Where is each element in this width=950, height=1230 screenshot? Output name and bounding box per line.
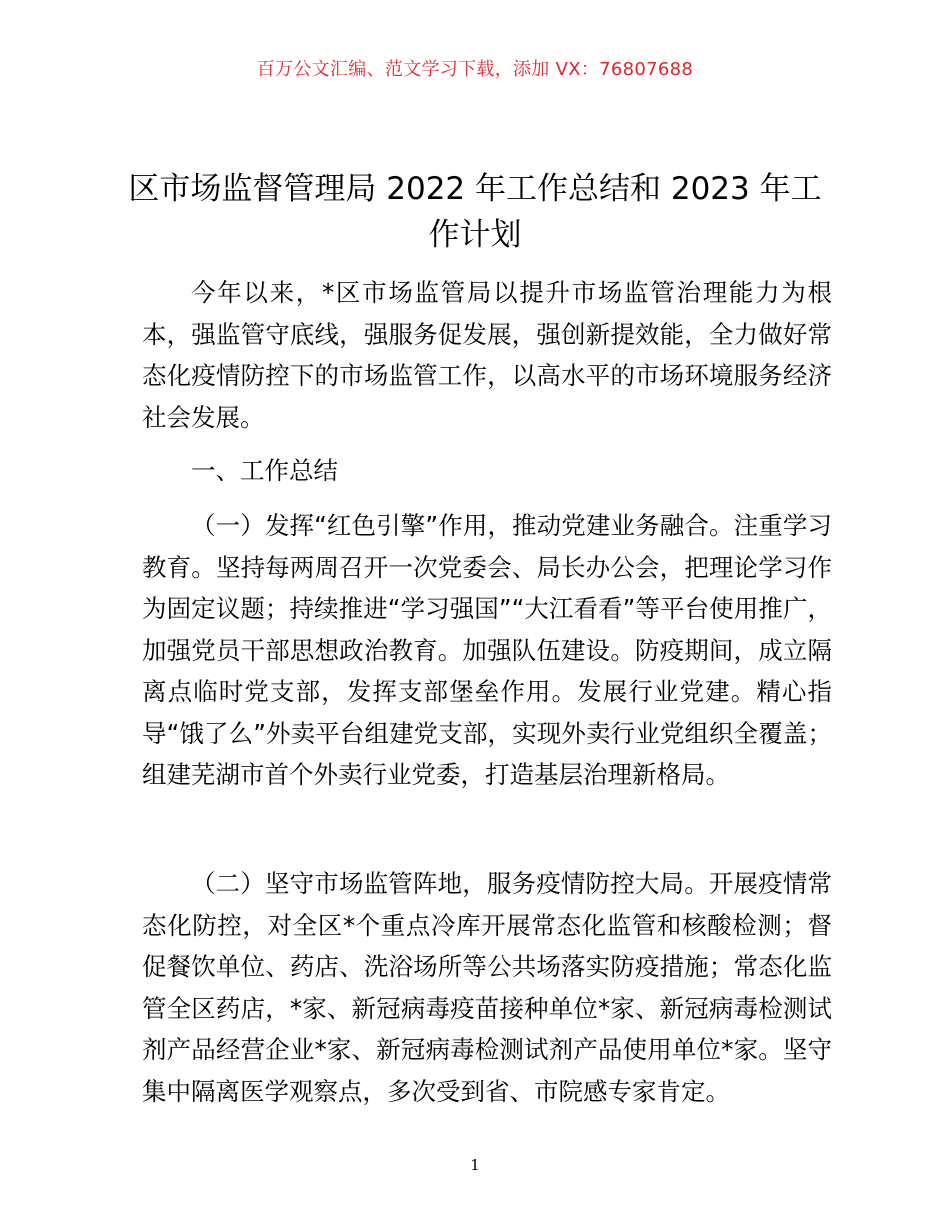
intro-text: 今年以来，*区市场监管局以提升市场监管治理能力为根本，强监管守底线，强服务促发展，强创新提效能，全力做好常态化疫情防控下的市场监管工作，以高水平的市场环境服务经济社会发展。 [142, 278, 832, 432]
section-heading: 一、工作总结 [191, 456, 338, 485]
intro-paragraph [142, 272, 832, 438]
paragraph-epidemic-control-text: （二）坚守市场监管阵地，服务疫情防控大局。开展疫情常态化防控，对全区*个重点冷库开展常态化监管和核酸检测；督促餐饮单位、药店、洗浴场所等公共场落实防疫措施；常态化监管全区药店，*家、新冠病毒疫苗接种单位*家、新冠病毒检测试剂产品经营企业*家、新冠病毒检测试剂产品使用单位*家。坚守集中隔离医学观察点，多次受到省、市院感专家肯定。 [142, 869, 832, 1106]
page-number: 1 [470, 1156, 480, 1174]
document-title: 区市场监督管理局 2022 年工作总结和 2023 年工作计划 [128, 171, 822, 253]
header-watermark: 百万公文汇编、范文学习下载，添加 VX：76807688 [256, 59, 694, 80]
paragraph-party-building-text: （一）发挥“红色引擎”作用，推动党建业务融合。注重学习教育。坚持每两周召开一次党委会、局长办公会，把理论学习作为固定议题；持续推进“学习强国”“大江看看”等平台使用推广，加强党员干部思想政治教育。加强队伍建设。防疫期间，成立隔离点临时党支部，发挥支部堡垒作用。发展行业党建。精心指导“饿了么”外卖平台组建党支部，实现外卖行业党组织全覆盖；组建芜湖市首个外卖行业党委，打造基层治理新格局。 [142, 511, 832, 789]
paragraph-epidemic-control [142, 863, 832, 1112]
paragraph-party-building [142, 505, 832, 796]
